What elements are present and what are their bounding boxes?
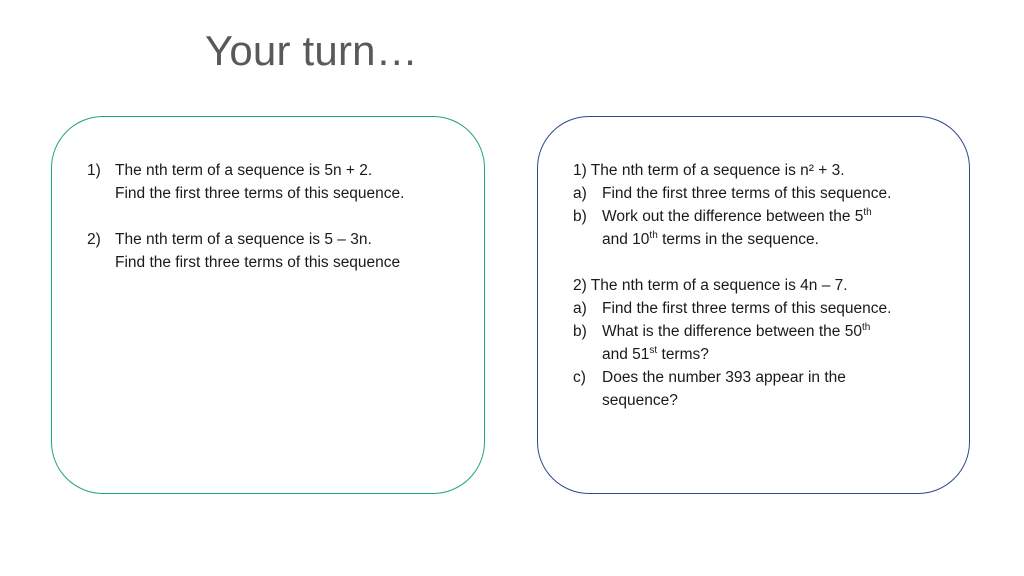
left-q2-line1 [87,228,467,251]
left-q1-instruction: Find the first three terms of this sequence. [115,185,405,202]
right-q1-b-pre: Work out the difference between the 5 [602,208,864,225]
left-q1-text: The nth term of a sequence is 5n + 2. [115,162,373,179]
left-q2-line2 [87,251,467,274]
right-q2-part-b [573,320,958,343]
right-q2-c-marker: c) [573,369,586,386]
right-q2-b-sup2: st [649,345,658,356]
right-q2-c-text: Does the number 393 appear in the [602,369,846,386]
right-q1-part-b [573,205,958,228]
right-q1-b-mid: and 10 [602,231,650,248]
left-q1-line1 [87,159,467,182]
left-q2-number: 2) [87,231,101,248]
right-q2-b-mid: and 51 [602,346,650,363]
left-q2-instruction: Find the first three terms of this sequence [115,254,401,271]
right-q1-b-post: terms in the sequence. [657,231,819,248]
right-card-content [573,159,958,419]
right-q2-part-a [573,297,958,320]
right-q2-b-pre: What is the difference between the 50 [602,323,862,340]
right-q1-a-marker: a) [573,185,587,202]
right-q1-b-text-cont [602,228,819,251]
right-q1-b-marker: b) [573,208,587,225]
right-q2-a-marker: a) [573,300,587,317]
right-q2-b-post: terms? [657,346,709,363]
right-q1-part-a [573,182,958,205]
right-q2-heading-text: 2) The nth term of a sequence is 4n – 7. [573,277,848,294]
left-q2-text: The nth term of a sequence is 5 – 3n. [115,231,372,248]
right-q2-part-c-cont [573,389,958,412]
slide-title: Your turn… [205,27,418,74]
right-q1-heading-text: 1) The nth term of a sequence is n² + 3. [573,162,845,179]
right-q2-part-c [573,366,958,389]
right-q2-b-sup1: th [861,322,871,333]
left-card-content [87,159,467,299]
right-q1-a-text: Find the first three terms of this sequence. [602,185,892,202]
right-q2-b-text-cont [602,343,709,366]
right-q2-a-text: Find the first three terms of this sequence. [602,300,892,317]
right-q2-b-text [602,320,870,343]
left-q1-number: 1) [87,162,101,179]
right-q1-heading [573,159,958,182]
right-q1-part-b-cont [573,228,958,251]
right-q2-c-text-cont: sequence? [602,392,678,409]
right-q1-b-sup2: th [649,230,658,241]
right-q2-heading [573,274,958,297]
right-q2-b-marker: b) [573,323,587,340]
right-q2-part-b-cont [573,343,958,366]
right-q1-b-text [602,205,872,228]
left-q1-line2 [87,182,467,205]
right-q1-b-sup1: th [863,207,872,218]
